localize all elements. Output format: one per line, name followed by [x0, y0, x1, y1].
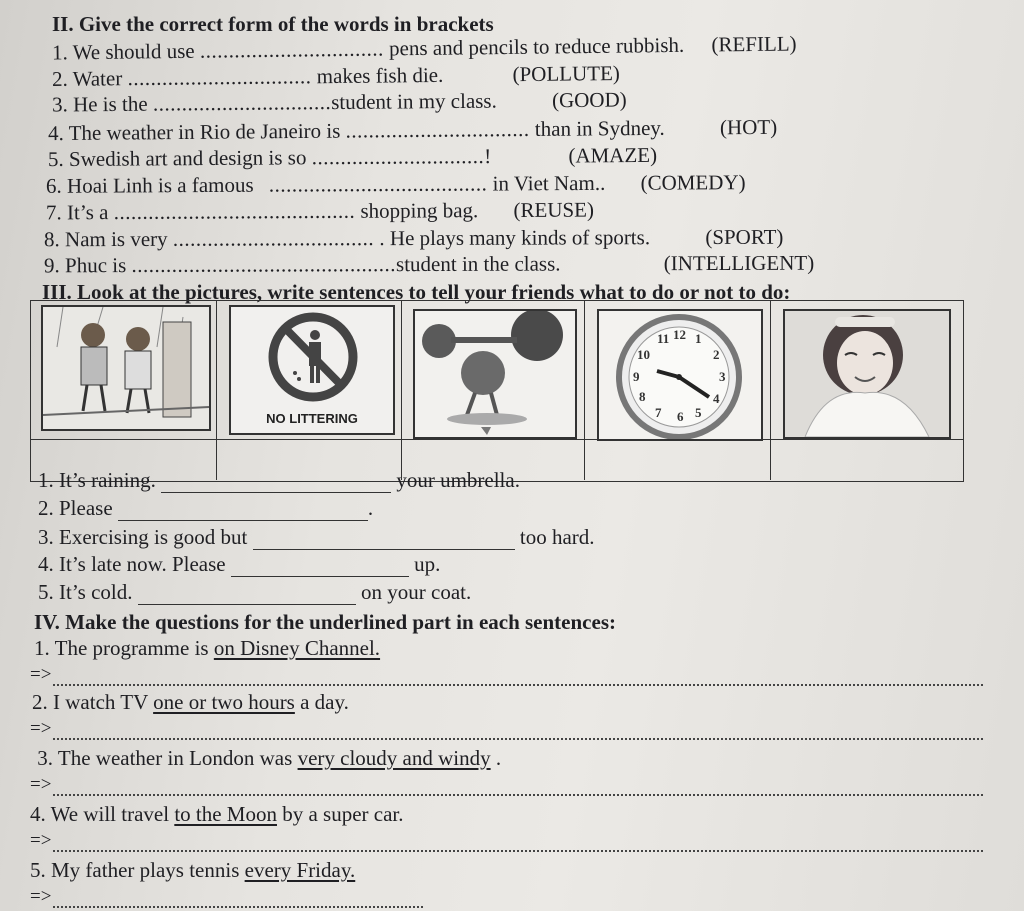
s2-item-9: 9. Phuc is ..............................................student in the class. (INTELLIGENT): [43, 250, 815, 278]
s3-item-3-blank[interactable]: [253, 531, 515, 550]
s4-answer-5[interactable]: =>: [30, 886, 423, 908]
clock-number: 3: [719, 369, 726, 384]
picture-table: [30, 300, 964, 482]
clock-number: 10: [637, 347, 650, 362]
clock-number: 9: [633, 369, 640, 384]
s3-item-2: 2. Please .: [38, 496, 374, 520]
s2-item-5: 5. Swedish art and design is so ..............................! (AMAZE): [47, 142, 658, 172]
s3-item-5-blank[interactable]: [138, 586, 356, 605]
s4-answer-2[interactable]: =>: [30, 718, 983, 740]
s3-item-4: 4. It’s late now. Please up.: [38, 552, 441, 576]
s2-item-3: 3. He is the ...............................student in my class. (GOOD): [51, 87, 627, 117]
no-littering-label: NO LITTERING: [266, 411, 358, 426]
s3-item-1: 1. It’s raining. your umbrella.: [38, 468, 520, 492]
clock-number: 2: [713, 347, 720, 362]
s3-item-4-blank[interactable]: [231, 558, 409, 577]
clock-number: 5: [695, 405, 702, 420]
s2-item-4: 4. The weather in Rio de Janeiro is ................................ than in Sydney. (HOT): [47, 114, 778, 146]
s4-item-1: 1. The programme is on Disney Channel.: [34, 636, 381, 660]
clock-image: [597, 309, 763, 441]
no-littering-sign: [229, 305, 395, 435]
s4-item-3: 3. The weather in London was very cloudy and windy .: [37, 746, 502, 770]
clock-number: 1: [695, 331, 702, 346]
s4-answer-1[interactable]: =>: [30, 664, 983, 686]
s2-item-8: 8. Nam is very ................................... . He plays many kinds of sports. (SPORT): [43, 224, 784, 252]
s4-item-2: 2. I watch TV one or two hours a day.: [32, 690, 349, 714]
clock-number: 11: [657, 331, 670, 346]
section-3-heading: III. Look at the pictures, write sentences to tell your friends what to do or not to do:: [42, 280, 791, 304]
s2-item-7: 7. It’s a .......................................... shopping bag. (REUSE): [45, 197, 595, 225]
girl-cold-image: [783, 309, 951, 439]
clock-number: 12: [673, 327, 686, 342]
clock-number: 7: [655, 405, 662, 420]
s2-item-6: 6. Hoai Linh is a famous ...................................... in Viet Nam.. (COMEDY): [45, 170, 746, 198]
s3-item-5: 5. It’s cold. on your coat.: [38, 580, 472, 604]
section-2-heading: II. Give the correct form of the words in brackets: [52, 12, 494, 36]
clock-number: 6: [677, 409, 684, 424]
s4-answer-4[interactable]: =>: [30, 830, 983, 852]
s2-item-1: 1. We should use ................................ pens and pencils to reduce rubbish. (REFILL): [51, 31, 797, 65]
section-4-heading: IV. Make the questions for the underlined part in each sentences:: [34, 610, 616, 634]
s3-item-1-blank[interactable]: [161, 474, 391, 493]
s4-item-4: 4. We will travel to the Moon by a super car.: [30, 802, 404, 826]
children-rain-image: [41, 305, 211, 431]
s4-answer-3[interactable]: =>: [30, 774, 983, 796]
s3-item-3: 3. Exercising is good but too hard.: [38, 525, 595, 549]
weightlifting-image: [413, 309, 577, 439]
clock-number: 4: [713, 391, 720, 406]
s2-item-2: 2. Water ................................ makes fish die. (POLLUTE): [51, 61, 620, 91]
clock-number: 8: [639, 389, 646, 404]
s4-item-5: 5. My father plays tennis every Friday.: [30, 858, 356, 882]
s3-item-2-blank[interactable]: [118, 502, 368, 521]
